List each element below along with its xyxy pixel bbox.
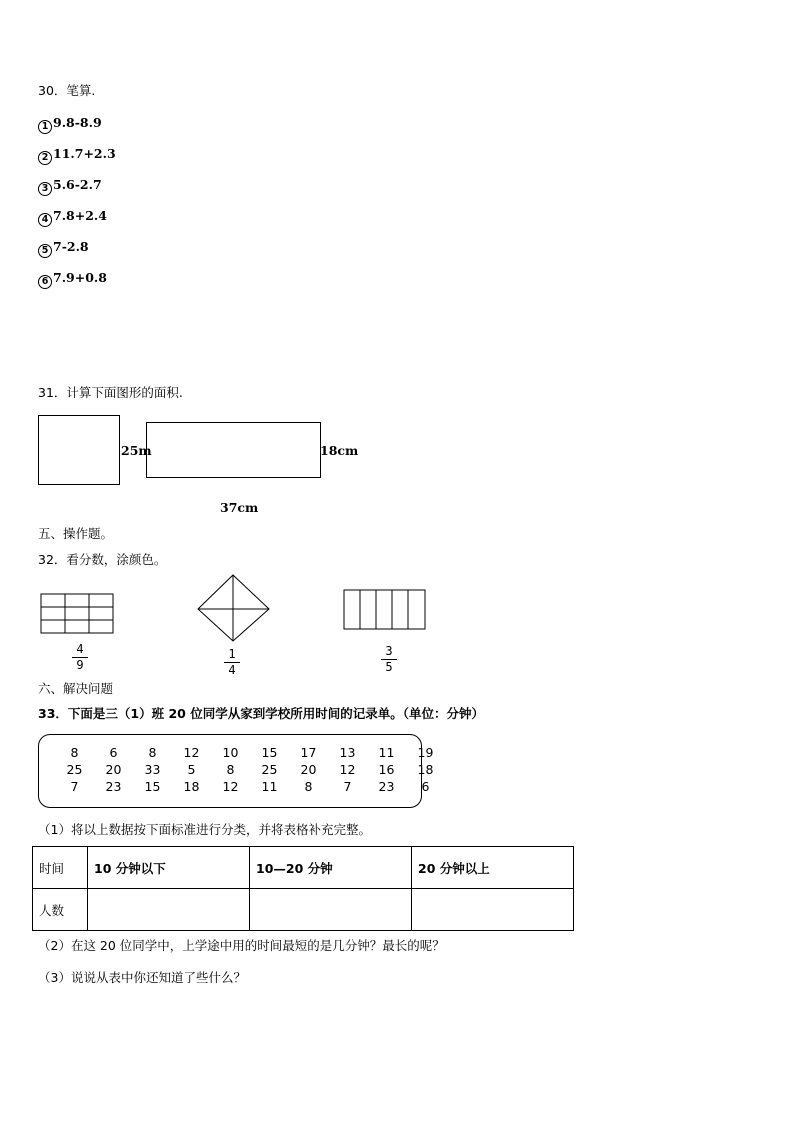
data-value: 18 <box>417 762 434 777</box>
data-value: 12 <box>339 762 356 777</box>
q32-title: 32．看分数，涂颜色。 <box>38 552 167 567</box>
q30-expr-2: 11.7+2.3 <box>53 146 116 161</box>
data-value: 13 <box>339 745 356 760</box>
table-header-cell: 10—20 分钟 <box>250 847 412 889</box>
data-value: 12 <box>222 779 239 794</box>
data-value: 12 <box>183 745 200 760</box>
q30-expr-6: 7.9+0.8 <box>53 270 107 285</box>
data-value: 19 <box>417 745 434 760</box>
data-value: 17 <box>300 745 317 760</box>
q30-item-1 <box>38 115 102 134</box>
section-5-heading: 五、操作题。 <box>38 526 114 541</box>
data-value: 15 <box>261 745 278 760</box>
strips-5-figure <box>343 589 427 631</box>
data-value: 33 <box>144 762 161 777</box>
q30-item-2 <box>38 146 116 165</box>
data-value: 10 <box>222 745 239 760</box>
data-value: 16 <box>378 762 395 777</box>
fraction-numerator: 4 <box>76 642 84 656</box>
data-value: 8 <box>70 745 79 760</box>
answer-cell[interactable] <box>88 889 250 931</box>
fraction-three-fifths <box>379 645 399 674</box>
table-header-cell: 时间 <box>33 847 88 889</box>
table-header-row <box>33 847 574 889</box>
fraction-four-ninths <box>70 643 90 672</box>
q30-item-4 <box>38 208 107 227</box>
q30-expr-1: 9.8-8.9 <box>53 115 102 130</box>
rectangle-figure <box>146 422 321 478</box>
data-value: 7 <box>343 779 352 794</box>
grid-3x3-figure <box>40 593 116 635</box>
fraction-one-quarter <box>222 648 242 677</box>
answer-cell[interactable] <box>250 889 412 931</box>
circle-number-4: 4 <box>38 213 52 227</box>
q30-expr-5: 7-2.8 <box>53 239 89 254</box>
data-value: 25 <box>261 762 278 777</box>
data-value: 20 <box>105 762 122 777</box>
q30-expr-4: 7.8+2.4 <box>53 208 107 223</box>
data-value: 11 <box>378 745 395 760</box>
rect-width-label: 37cm <box>220 500 259 515</box>
q30-item-6 <box>38 270 107 289</box>
q33-part1: （1）将以上数据按下面标准进行分类，并将表格补充完整。 <box>38 822 371 837</box>
data-grid <box>55 745 445 795</box>
q30-item-3 <box>38 177 102 196</box>
q30-expr-3: 5.6-2.7 <box>53 177 102 192</box>
rect-height-label: 18cm <box>320 443 359 458</box>
data-value: 11 <box>261 779 278 794</box>
data-value: 23 <box>378 779 395 794</box>
circle-number-6: 6 <box>38 275 52 289</box>
fraction-denominator: 9 <box>76 658 84 672</box>
q31-title: 31．计算下面图形的面积. <box>38 385 183 400</box>
data-value: 8 <box>148 745 157 760</box>
data-value: 20 <box>300 762 317 777</box>
circle-number-2: 2 <box>38 151 52 165</box>
fraction-denominator: 5 <box>385 660 393 674</box>
square-side-label: 25m <box>121 443 152 458</box>
fraction-numerator: 3 <box>385 644 393 658</box>
table-header-cell: 10 分钟以下 <box>88 847 250 889</box>
data-value: 8 <box>304 779 313 794</box>
circle-number-3: 3 <box>38 182 52 196</box>
table-row-label: 人数 <box>33 889 88 931</box>
data-value: 8 <box>226 762 235 777</box>
data-record-box <box>38 734 434 808</box>
circle-number-1: 1 <box>38 120 52 134</box>
data-value: 7 <box>70 779 79 794</box>
section-6-heading: 六、解决问题 <box>38 681 114 696</box>
answer-cell[interactable] <box>412 889 574 931</box>
data-value: 25 <box>66 762 83 777</box>
data-value: 15 <box>144 779 161 794</box>
q33-title: 33．下面是三（1）班 20 位同学从家到学校所用时间的记录单。（单位：分钟） <box>38 706 484 721</box>
square-figure <box>38 415 120 485</box>
q30-item-5 <box>38 239 89 258</box>
data-value: 23 <box>105 779 122 794</box>
data-value: 6 <box>421 779 430 794</box>
q30-title: 30．笔算. <box>38 83 96 98</box>
circle-number-5: 5 <box>38 244 52 258</box>
table-row <box>33 889 574 931</box>
q33-part3: （3）说说从表中你还知道了些什么？ <box>38 970 246 985</box>
table-header-cell: 20 分钟以上 <box>412 847 574 889</box>
fraction-denominator: 4 <box>228 663 236 677</box>
fraction-numerator: 1 <box>228 647 236 661</box>
q33-part2: （2）在这 20 位同学中，上学途中用的时间最短的是几分钟？最长的呢？ <box>38 938 445 953</box>
data-value: 5 <box>187 762 196 777</box>
diamond-figure <box>196 573 272 643</box>
classification-table <box>32 846 574 931</box>
data-value: 6 <box>109 745 118 760</box>
data-value: 18 <box>183 779 200 794</box>
